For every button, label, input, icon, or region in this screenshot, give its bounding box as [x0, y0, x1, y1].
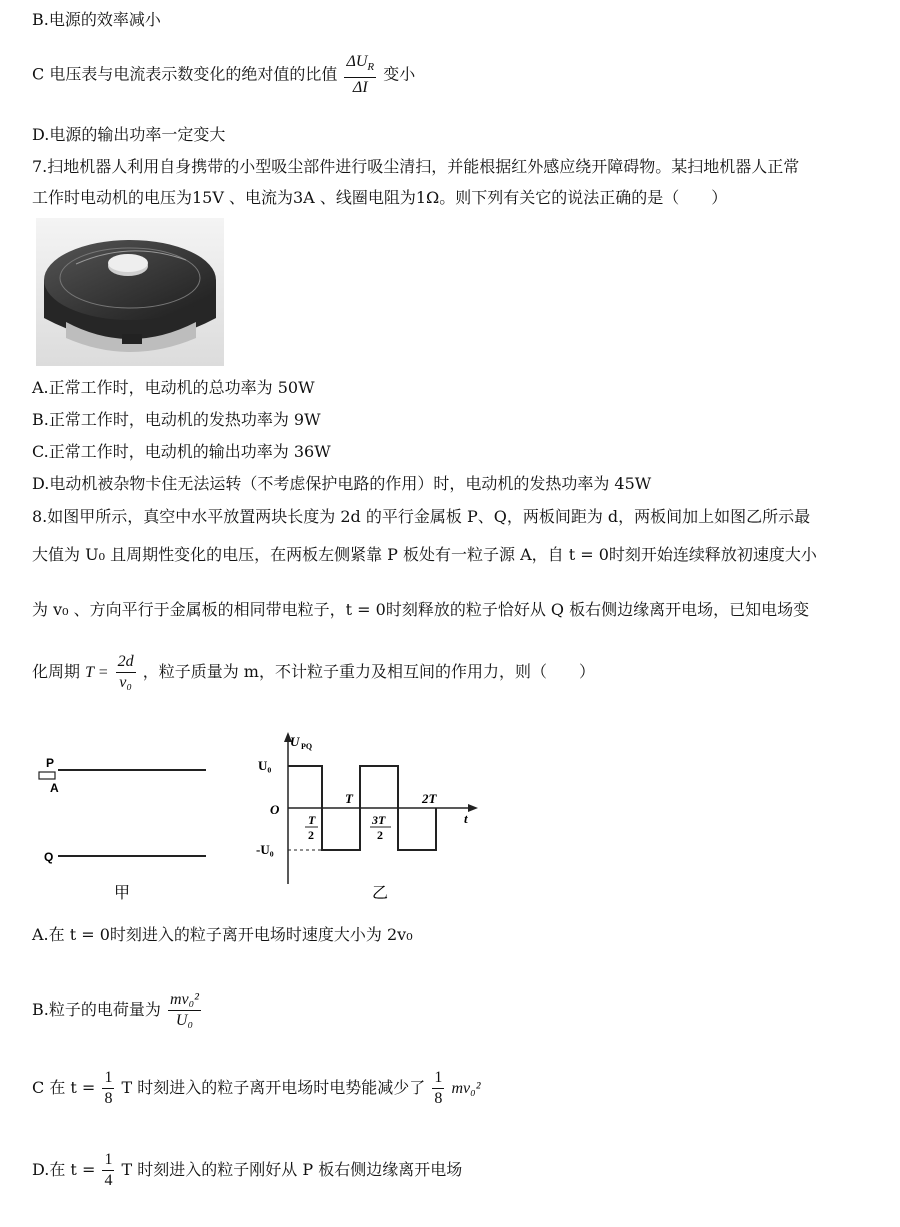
period-denominator: v₀: [119, 674, 132, 691]
plate-q-label: Q: [44, 850, 54, 864]
y-axis-label-sub: PQ: [301, 742, 313, 751]
q8-stem-line2: 大值为 U₀ 且周期性变化的电压，在两板左侧紧靠 P 板处有一粒子源 A，自 t = 0时刻开始连续释放初速度大小: [32, 545, 817, 564]
figure-jia-plates: [36, 748, 226, 908]
charge-denominator: U₀: [175, 1012, 194, 1029]
q8-option-d-suffix: T 时刻进入的粒子刚好从 P 板右侧边缘离开电场: [121, 1160, 463, 1179]
time-fraction-d-den: 4: [104, 1172, 113, 1189]
q8-option-b: [32, 990, 203, 1031]
q7-stem-line2: 工作时电动机的电压为15V 、电流为3A 、线圈电阻为1Ω。则下列有关它的说法正确的是（ ）: [32, 188, 728, 207]
q8-option-c-suffix: mv₀²: [451, 1080, 481, 1097]
q8-option-b-text: B.粒子的电荷量为: [32, 1000, 161, 1019]
q7-option-c: C.正常工作时，电动机的输出功率为 36W: [32, 442, 331, 461]
q8-option-c: [32, 1068, 481, 1109]
x-axis-label: t: [464, 811, 468, 826]
option-c-q6: [32, 52, 415, 98]
time-fraction-c: [102, 1068, 114, 1109]
q8-stem-line3: 为 v₀ 、方向平行于金属板的相同带电粒子，t = 0时刻释放的粒子恰好从 Q 板右侧边缘离开电场，已知电场变: [32, 600, 810, 619]
q8-stem-line1: 8.如图甲所示，真空中水平放置两块长度为 2d 的平行金属板 P、Q，两板间距为 d，两板间加上如图乙所示最: [32, 507, 811, 526]
charge-fraction: [168, 990, 201, 1031]
option-b-q6: B.电源的效率减小: [32, 10, 161, 29]
time-fraction-d: [102, 1150, 114, 1191]
ratio-fraction: [344, 52, 376, 98]
tick-neg-u0: -U₀: [256, 842, 274, 857]
q7-option-a: A.正常工作时，电动机的总功率为 50W: [32, 378, 315, 397]
ratio-numerator-sub: R: [367, 61, 375, 74]
option-d-q6: D.电源的输出功率一定变大: [32, 125, 226, 144]
tick-three-half-t-num: 3T: [372, 813, 386, 827]
figure-yi-caption: 乙: [372, 883, 389, 902]
option-c-q6-suffix: 变小: [383, 64, 416, 84]
source-a-label: A: [50, 781, 59, 795]
tick-half-t-den: 2: [308, 828, 314, 842]
q8-period-prefix: 化周期: [32, 662, 81, 681]
q8-stem-line4: [32, 652, 595, 693]
time-fraction-c-num: 1: [102, 1068, 114, 1089]
time-fraction-c-den: 8: [104, 1090, 113, 1107]
charge-numerator: mv₀²: [168, 990, 201, 1011]
q8-option-c-prefix: C 在 t =: [32, 1078, 96, 1097]
energy-fraction-c-den: 8: [434, 1090, 443, 1107]
period-numerator: 2d: [116, 652, 136, 673]
q7-option-d: D.电动机被杂物卡住无法运转（不考虑保护电路的作用）时，电动机的发热功率为 45W: [32, 474, 652, 493]
origin-label: O: [270, 802, 280, 817]
period-fraction: [116, 652, 136, 693]
q8-option-d-prefix: D.在 t =: [32, 1160, 96, 1179]
q8-option-d: [32, 1150, 462, 1191]
period-lhs: T =: [85, 664, 109, 681]
q8-option-a: A.在 t = 0时刻进入的粒子离开电场时速度大小为 2v₀: [32, 925, 413, 944]
tick-t: T: [345, 791, 353, 806]
q8-period-suffix: ，粒子质量为 m，不计粒子重力及相互间的作用力，则（ ）: [142, 662, 595, 681]
option-c-q6-text: C 电压表与电流表示数变化的绝对值的比值: [32, 64, 338, 84]
figure-jia-caption: 甲: [114, 883, 131, 902]
q7-option-b: B.正常工作时，电动机的发热功率为 9W: [32, 410, 321, 429]
tick-2t: 2T: [422, 791, 437, 806]
time-fraction-d-num: 1: [102, 1150, 114, 1171]
tick-three-half-t-den: 2: [377, 828, 383, 842]
ratio-numerator: ΔU: [346, 53, 368, 70]
ratio-denominator: ΔI: [352, 79, 368, 97]
tick-u0: U₀: [258, 758, 272, 773]
q7-stem-line1: 7.扫地机器人利用自身携带的小型吸尘部件进行吸尘清扫，并能根据红外感应绕开障碍物。某扫地机器人正常: [32, 157, 800, 176]
energy-fraction-c: [432, 1068, 444, 1109]
tick-half-t-num: T: [308, 813, 316, 827]
energy-fraction-c-num: 1: [432, 1068, 444, 1089]
y-axis-label: U: [290, 734, 300, 749]
figure-yi-voltage-graph: [250, 728, 490, 908]
plate-p-label: P: [46, 756, 55, 770]
q8-option-c-mid: T 时刻进入的粒子离开电场时电势能减少了: [121, 1078, 426, 1097]
robot-vacuum-image: [36, 218, 224, 366]
